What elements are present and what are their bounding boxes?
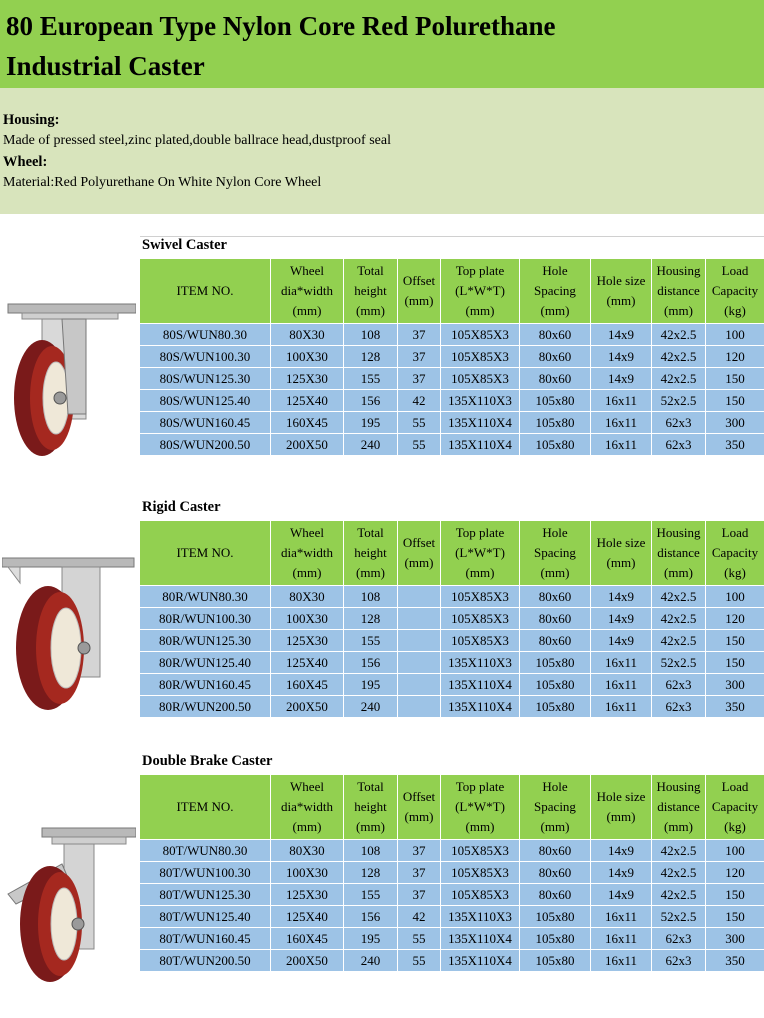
cell-wheel-size: 125X40 bbox=[271, 390, 344, 412]
col-offset: Offset (mm) bbox=[398, 259, 441, 324]
cell-top-plate: 135X110X4 bbox=[441, 412, 520, 434]
cell-top-plate: 105X85X3 bbox=[441, 368, 520, 390]
cell-top-plate: 105X85X3 bbox=[441, 884, 520, 906]
cell-item-no: 80R/WUN80.30 bbox=[140, 586, 271, 608]
cell-top-plate: 105X85X3 bbox=[441, 324, 520, 346]
cell-housing-distance: 42x2.5 bbox=[652, 324, 706, 346]
cell-load-capacity: 300 bbox=[706, 928, 764, 950]
col-total-height: Total height (mm) bbox=[344, 521, 398, 586]
cell-hole-spacing: 105x80 bbox=[520, 434, 591, 456]
table-header bbox=[140, 775, 764, 840]
rigid-caster-table bbox=[139, 520, 764, 718]
col-top-plate: Top plate (L*W*T) (mm) bbox=[441, 259, 520, 324]
cell-wheel-size: 80X30 bbox=[271, 586, 344, 608]
cell-wheel-size: 125X30 bbox=[271, 368, 344, 390]
cell-offset: 37 bbox=[398, 368, 441, 390]
col-load-capacity: Load Capacity (kg) bbox=[706, 775, 764, 840]
double-brake-caster-image bbox=[2, 824, 136, 986]
cell-housing-distance: 42x2.5 bbox=[652, 608, 706, 630]
cell-offset: 55 bbox=[398, 928, 441, 950]
cell-hole-spacing: 80x60 bbox=[520, 884, 591, 906]
col-item: ITEM NO. bbox=[140, 521, 271, 586]
cell-hole-spacing: 80x60 bbox=[520, 586, 591, 608]
cell-hole-size: 14x9 bbox=[591, 586, 652, 608]
cell-load-capacity: 350 bbox=[706, 696, 764, 718]
cell-item-no: 80T/WUN80.30 bbox=[140, 840, 271, 862]
cell-housing-distance: 42x2.5 bbox=[652, 840, 706, 862]
cell-top-plate: 135X110X4 bbox=[441, 674, 520, 696]
cell-hole-spacing: 105x80 bbox=[520, 674, 591, 696]
cell-total-height: 156 bbox=[344, 906, 398, 928]
col-offset: Offset (mm) bbox=[398, 775, 441, 840]
swivel-caster-image bbox=[2, 296, 136, 458]
section-title-swivel: Swivel Caster bbox=[142, 237, 227, 253]
cell-item-no: 80S/WUN160.45 bbox=[140, 412, 271, 434]
cell-hole-spacing: 80x60 bbox=[520, 630, 591, 652]
cell-item-no: 80S/WUN200.50 bbox=[140, 434, 271, 456]
cell-item-no: 80T/WUN160.45 bbox=[140, 928, 271, 950]
table-row bbox=[140, 906, 764, 928]
cell-load-capacity: 150 bbox=[706, 390, 764, 412]
cell-offset: 37 bbox=[398, 346, 441, 368]
cell-load-capacity: 150 bbox=[706, 368, 764, 390]
cell-hole-spacing: 105x80 bbox=[520, 696, 591, 718]
cell-housing-distance: 52x2.5 bbox=[652, 906, 706, 928]
cell-hole-size: 16x11 bbox=[591, 652, 652, 674]
cell-total-height: 128 bbox=[344, 346, 398, 368]
section-divider bbox=[140, 236, 764, 237]
cell-top-plate: 135X110X3 bbox=[441, 652, 520, 674]
spec-info-panel bbox=[0, 88, 764, 214]
cell-load-capacity: 150 bbox=[706, 630, 764, 652]
cell-item-no: 80T/WUN200.50 bbox=[140, 950, 271, 972]
cell-item-no: 80S/WUN80.30 bbox=[140, 324, 271, 346]
col-top-plate: Top plate (L*W*T) (mm) bbox=[441, 775, 520, 840]
cell-load-capacity: 350 bbox=[706, 434, 764, 456]
cell-load-capacity: 300 bbox=[706, 412, 764, 434]
cell-housing-distance: 42x2.5 bbox=[652, 368, 706, 390]
cell-total-height: 240 bbox=[344, 434, 398, 456]
table-row bbox=[140, 696, 764, 718]
cell-offset bbox=[398, 630, 441, 652]
cell-item-no: 80R/WUN125.40 bbox=[140, 652, 271, 674]
cell-offset: 37 bbox=[398, 884, 441, 906]
col-wheel: Wheel dia*width (mm) bbox=[271, 521, 344, 586]
table-row bbox=[140, 346, 764, 368]
cell-housing-distance: 62x3 bbox=[652, 696, 706, 718]
table-row bbox=[140, 674, 764, 696]
cell-hole-size: 16x11 bbox=[591, 696, 652, 718]
cell-item-no: 80R/WUN100.30 bbox=[140, 608, 271, 630]
cell-top-plate: 135X110X4 bbox=[441, 928, 520, 950]
cell-offset: 55 bbox=[398, 950, 441, 972]
cell-offset bbox=[398, 608, 441, 630]
cell-offset: 55 bbox=[398, 434, 441, 456]
col-load-capacity: Load Capacity (kg) bbox=[706, 521, 764, 586]
cell-hole-size: 14x9 bbox=[591, 608, 652, 630]
cell-total-height: 240 bbox=[344, 950, 398, 972]
cell-housing-distance: 62x3 bbox=[652, 674, 706, 696]
cell-wheel-size: 125X30 bbox=[271, 884, 344, 906]
rigid-caster-image bbox=[2, 553, 136, 715]
cell-hole-size: 16x11 bbox=[591, 434, 652, 456]
col-load-capacity: Load Capacity (kg) bbox=[706, 259, 764, 324]
double-brake-caster-table bbox=[139, 774, 764, 972]
cell-load-capacity: 120 bbox=[706, 862, 764, 884]
cell-hole-size: 14x9 bbox=[591, 884, 652, 906]
cell-hole-size: 16x11 bbox=[591, 950, 652, 972]
cell-housing-distance: 42x2.5 bbox=[652, 884, 706, 906]
cell-hole-spacing: 80x60 bbox=[520, 324, 591, 346]
cell-top-plate: 105X85X3 bbox=[441, 608, 520, 630]
col-housing-distance: Housing distance (mm) bbox=[652, 521, 706, 586]
cell-total-height: 195 bbox=[344, 928, 398, 950]
col-hole-spacing: Hole Spacing (mm) bbox=[520, 259, 591, 324]
cell-item-no: 80R/WUN200.50 bbox=[140, 696, 271, 718]
cell-wheel-size: 200X50 bbox=[271, 434, 344, 456]
cell-total-height: 195 bbox=[344, 412, 398, 434]
cell-wheel-size: 125X40 bbox=[271, 652, 344, 674]
cell-offset: 37 bbox=[398, 324, 441, 346]
cell-housing-distance: 52x2.5 bbox=[652, 390, 706, 412]
table-row bbox=[140, 608, 764, 630]
table-row bbox=[140, 630, 764, 652]
cell-offset: 37 bbox=[398, 840, 441, 862]
cell-housing-distance: 62x3 bbox=[652, 434, 706, 456]
col-hole-size: Hole size (mm) bbox=[591, 775, 652, 840]
section-title-double-brake: Double Brake Caster bbox=[142, 753, 273, 769]
cell-total-height: 155 bbox=[344, 630, 398, 652]
cell-hole-size: 16x11 bbox=[591, 674, 652, 696]
cell-hole-size: 16x11 bbox=[591, 906, 652, 928]
table-header bbox=[140, 259, 764, 324]
cell-item-no: 80T/WUN125.40 bbox=[140, 906, 271, 928]
wheel-label: Wheel: bbox=[3, 154, 48, 170]
cell-hole-size: 14x9 bbox=[591, 630, 652, 652]
cell-top-plate: 135X110X3 bbox=[441, 906, 520, 928]
swivel-caster-table bbox=[139, 258, 764, 456]
col-housing-distance: Housing distance (mm) bbox=[652, 259, 706, 324]
table-row bbox=[140, 950, 764, 972]
cell-top-plate: 105X85X3 bbox=[441, 840, 520, 862]
cell-housing-distance: 62x3 bbox=[652, 928, 706, 950]
cell-wheel-size: 80X30 bbox=[271, 324, 344, 346]
cell-total-height: 155 bbox=[344, 884, 398, 906]
cell-top-plate: 105X85X3 bbox=[441, 586, 520, 608]
cell-total-height: 195 bbox=[344, 674, 398, 696]
cell-hole-size: 14x9 bbox=[591, 840, 652, 862]
cell-total-height: 108 bbox=[344, 840, 398, 862]
cell-load-capacity: 100 bbox=[706, 324, 764, 346]
col-offset: Offset (mm) bbox=[398, 521, 441, 586]
cell-total-height: 108 bbox=[344, 324, 398, 346]
cell-hole-size: 14x9 bbox=[591, 324, 652, 346]
cell-offset bbox=[398, 674, 441, 696]
table-header bbox=[140, 521, 764, 586]
cell-hole-spacing: 105x80 bbox=[520, 928, 591, 950]
cell-total-height: 155 bbox=[344, 368, 398, 390]
housing-label: Housing: bbox=[3, 112, 60, 128]
table-row bbox=[140, 884, 764, 906]
cell-top-plate: 135X110X4 bbox=[441, 434, 520, 456]
cell-wheel-size: 160X45 bbox=[271, 674, 344, 696]
cell-housing-distance: 62x3 bbox=[652, 412, 706, 434]
cell-housing-distance: 42x2.5 bbox=[652, 862, 706, 884]
cell-top-plate: 135X110X4 bbox=[441, 696, 520, 718]
cell-total-height: 156 bbox=[344, 652, 398, 674]
cell-offset: 42 bbox=[398, 906, 441, 928]
cell-housing-distance: 42x2.5 bbox=[652, 630, 706, 652]
col-total-height: Total height (mm) bbox=[344, 259, 398, 324]
col-top-plate: Top plate (L*W*T) (mm) bbox=[441, 521, 520, 586]
cell-top-plate: 105X85X3 bbox=[441, 630, 520, 652]
cell-total-height: 240 bbox=[344, 696, 398, 718]
cell-hole-spacing: 105x80 bbox=[520, 390, 591, 412]
title-banner bbox=[0, 0, 764, 88]
col-item: ITEM NO. bbox=[140, 775, 271, 840]
cell-item-no: 80R/WUN125.30 bbox=[140, 630, 271, 652]
col-total-height: Total height (mm) bbox=[344, 775, 398, 840]
cell-wheel-size: 100X30 bbox=[271, 346, 344, 368]
cell-total-height: 128 bbox=[344, 608, 398, 630]
cell-wheel-size: 100X30 bbox=[271, 608, 344, 630]
cell-hole-size: 16x11 bbox=[591, 390, 652, 412]
cell-wheel-size: 125X40 bbox=[271, 906, 344, 928]
cell-item-no: 80S/WUN125.40 bbox=[140, 390, 271, 412]
col-hole-spacing: Hole Spacing (mm) bbox=[520, 521, 591, 586]
cell-item-no: 80T/WUN125.30 bbox=[140, 884, 271, 906]
table-row bbox=[140, 862, 764, 884]
cell-hole-size: 14x9 bbox=[591, 862, 652, 884]
col-wheel: Wheel dia*width (mm) bbox=[271, 775, 344, 840]
cell-total-height: 156 bbox=[344, 390, 398, 412]
table-row bbox=[140, 412, 764, 434]
cell-offset: 37 bbox=[398, 862, 441, 884]
table-row bbox=[140, 368, 764, 390]
cell-item-no: 80T/WUN100.30 bbox=[140, 862, 271, 884]
cell-hole-spacing: 80x60 bbox=[520, 608, 591, 630]
table-row bbox=[140, 928, 764, 950]
cell-wheel-size: 160X45 bbox=[271, 412, 344, 434]
cell-item-no: 80S/WUN100.30 bbox=[140, 346, 271, 368]
cell-hole-spacing: 80x60 bbox=[520, 368, 591, 390]
col-hole-size: Hole size (mm) bbox=[591, 521, 652, 586]
cell-offset bbox=[398, 652, 441, 674]
section-title-rigid: Rigid Caster bbox=[142, 499, 221, 515]
table-row bbox=[140, 586, 764, 608]
cell-housing-distance: 42x2.5 bbox=[652, 586, 706, 608]
table-row bbox=[140, 434, 764, 456]
cell-load-capacity: 350 bbox=[706, 950, 764, 972]
cell-total-height: 128 bbox=[344, 862, 398, 884]
cell-hole-spacing: 105x80 bbox=[520, 906, 591, 928]
cell-top-plate: 135X110X4 bbox=[441, 950, 520, 972]
cell-housing-distance: 42x2.5 bbox=[652, 346, 706, 368]
table-row bbox=[140, 652, 764, 674]
table-row bbox=[140, 390, 764, 412]
cell-hole-spacing: 80x60 bbox=[520, 840, 591, 862]
cell-hole-size: 16x11 bbox=[591, 412, 652, 434]
page-title: 80 European Type Nylon Core Red Polurethane Industrial Caster bbox=[6, 11, 556, 81]
cell-wheel-size: 160X45 bbox=[271, 928, 344, 950]
cell-hole-spacing: 105x80 bbox=[520, 950, 591, 972]
cell-load-capacity: 150 bbox=[706, 906, 764, 928]
cell-wheel-size: 200X50 bbox=[271, 696, 344, 718]
col-wheel: Wheel dia*width (mm) bbox=[271, 259, 344, 324]
cell-total-height: 108 bbox=[344, 586, 398, 608]
cell-wheel-size: 80X30 bbox=[271, 840, 344, 862]
cell-load-capacity: 150 bbox=[706, 884, 764, 906]
cell-offset: 42 bbox=[398, 390, 441, 412]
cell-wheel-size: 125X30 bbox=[271, 630, 344, 652]
cell-hole-size: 16x11 bbox=[591, 928, 652, 950]
cell-item-no: 80R/WUN160.45 bbox=[140, 674, 271, 696]
col-hole-size: Hole size (mm) bbox=[591, 259, 652, 324]
col-housing-distance: Housing distance (mm) bbox=[652, 775, 706, 840]
cell-item-no: 80S/WUN125.30 bbox=[140, 368, 271, 390]
cell-load-capacity: 300 bbox=[706, 674, 764, 696]
cell-load-capacity: 120 bbox=[706, 346, 764, 368]
cell-hole-spacing: 80x60 bbox=[520, 862, 591, 884]
cell-offset bbox=[398, 696, 441, 718]
cell-top-plate: 105X85X3 bbox=[441, 346, 520, 368]
cell-offset bbox=[398, 586, 441, 608]
cell-housing-distance: 62x3 bbox=[652, 950, 706, 972]
col-item: ITEM NO. bbox=[140, 259, 271, 324]
wheel-text: Material:Red Polyurethane On White Nylon Core Wheel bbox=[3, 175, 322, 190]
cell-hole-size: 14x9 bbox=[591, 368, 652, 390]
cell-wheel-size: 200X50 bbox=[271, 950, 344, 972]
table-row bbox=[140, 840, 764, 862]
cell-load-capacity: 120 bbox=[706, 608, 764, 630]
cell-wheel-size: 100X30 bbox=[271, 862, 344, 884]
cell-hole-spacing: 105x80 bbox=[520, 412, 591, 434]
cell-hole-size: 14x9 bbox=[591, 346, 652, 368]
cell-housing-distance: 52x2.5 bbox=[652, 652, 706, 674]
cell-hole-spacing: 105x80 bbox=[520, 652, 591, 674]
cell-load-capacity: 100 bbox=[706, 586, 764, 608]
cell-load-capacity: 100 bbox=[706, 840, 764, 862]
col-hole-spacing: Hole Spacing (mm) bbox=[520, 775, 591, 840]
cell-top-plate: 105X85X3 bbox=[441, 862, 520, 884]
table-row bbox=[140, 324, 764, 346]
cell-hole-spacing: 80x60 bbox=[520, 346, 591, 368]
cell-top-plate: 135X110X3 bbox=[441, 390, 520, 412]
housing-text: Made of pressed steel,zinc plated,double ballrace head,dustproof seal bbox=[3, 133, 391, 148]
cell-load-capacity: 150 bbox=[706, 652, 764, 674]
cell-offset: 55 bbox=[398, 412, 441, 434]
